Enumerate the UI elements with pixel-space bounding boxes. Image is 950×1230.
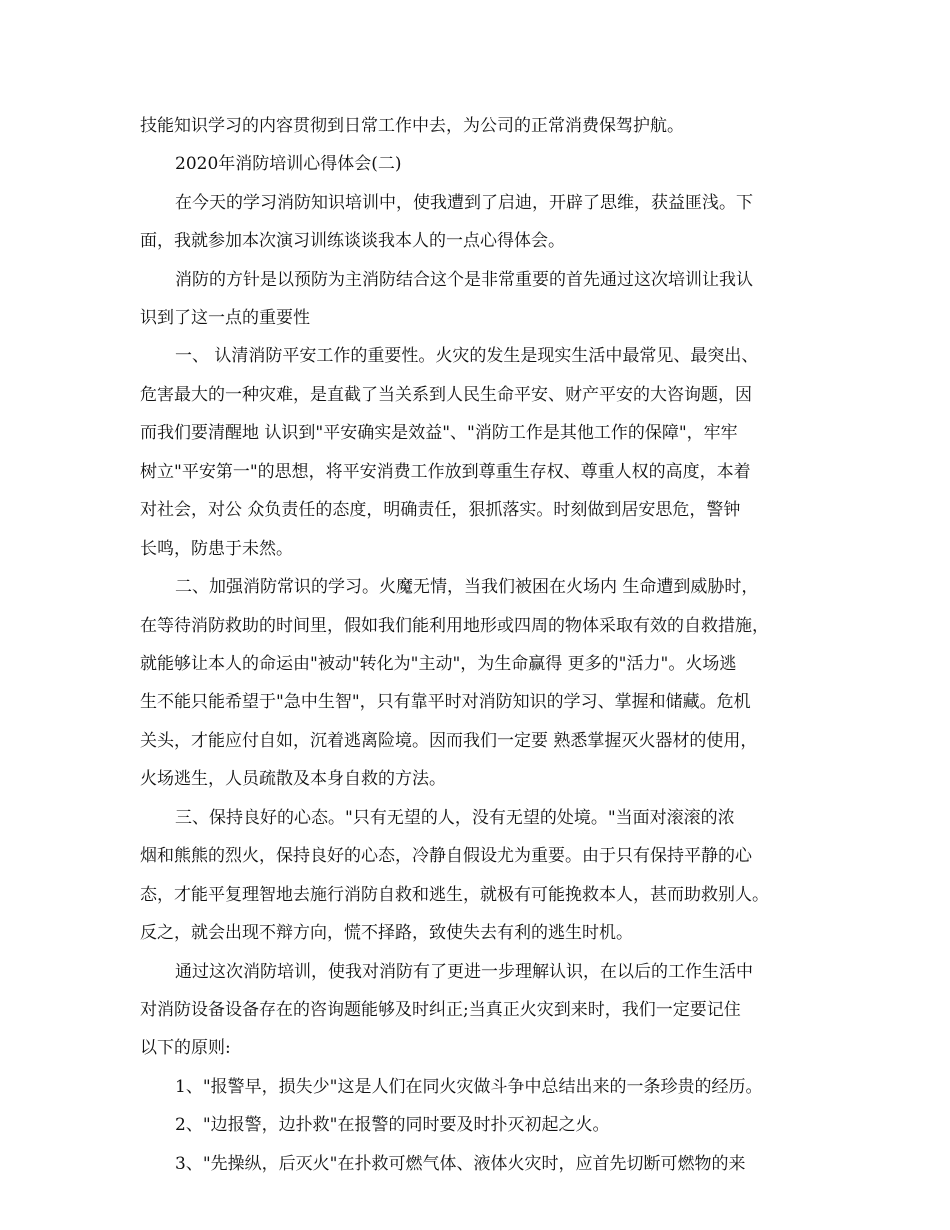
list-item: 1、"报警早，损失少"这是人们在同火灾做斗争中总结出来的一条珍贵的经历。 xyxy=(175,1077,763,1097)
text-line: 二、加强消防常识的学习。火魔无情，当我们被困在火场内 生命遭到威胁时， xyxy=(175,577,759,597)
text-line: 而我们要清醒地 认识到"平安确实是效益"、"消防工作是其他工作的保障"，牢牢 xyxy=(140,423,738,443)
text-line: 对消防设备设备存在的咨询题能够及时纠正;当真正火灾到来时，我们一定要记住 xyxy=(140,1000,741,1020)
text-line: 态，才能平复理智地去施行消防自救和逃生，就极有可能挽救本人，甚而助救别人。 xyxy=(140,885,769,905)
list-item: 2、"边报警，边扑救"在报警的同时要及时扑灭初起之火。 xyxy=(175,1115,610,1135)
text-line: 反之，就会出现不辩方向，慌不择路，致使失去有利的逃生时机。 xyxy=(140,923,633,943)
text-line: 在等待消防救助的时间里，假如我们能利用地形或四周的物体采取有效的自救措施， xyxy=(140,616,769,636)
text-line: 以下的原则: xyxy=(140,1038,231,1058)
text-line: 火场逃生，人员疏散及本身自救的方法。 xyxy=(140,769,446,789)
text-line: 烟和熊熊的烈火，保持良好的心态，冷静自假设尤为重要。由于只有保持平静的心 xyxy=(140,846,752,866)
text-line: 对社会，对公 众负责任的态度，明确责任，狠抓落实。时刻做到居安思危，警钟 xyxy=(140,500,741,520)
text-line: 生不能只能希望于"急中生智"，只有靠平时对消防知识的学习、掌握和储藏。危机 xyxy=(140,692,751,712)
text-line: 长鸣，防患于未然。 xyxy=(140,539,293,559)
text-line: 消防的方针是以预防为主消防结合这个是非常重要的首先通过这次培训让我认 xyxy=(175,270,753,290)
text-line: 一、 认清消防平安工作的重要性。火灾的发生是现实生活中最常见、最突出、 xyxy=(175,346,759,366)
text-line: 就能够让本人的命运由"被动"转化为"主动"，为生命赢得 更多的"活力"。火场逃 xyxy=(140,654,737,674)
text-line: 关头，才能应付自如，沉着逃离险境。因而我们一定要 熟悉掌握灭火器材的使用， xyxy=(140,731,758,751)
text-line: 通过这次消防培训，使我对消防有了更进一步理解认识，在以后的工作生活中 xyxy=(175,962,753,982)
text-line: 危害最大的一种灾难，是直截了当关系到人民生命平安、财产平安的大咨询题，因 xyxy=(140,385,752,405)
text-line: 识到了这一点的重要性 xyxy=(140,308,310,328)
text-line: 在今天的学习消防知识培训中，使我遭到了启迪，开辟了思维，获益匪浅。下 xyxy=(175,193,753,213)
text-line: 树立"平安第一"的思想，将平安消费工作放到尊重生存权、尊重人权的高度，本着 xyxy=(140,462,751,482)
list-item: 3、"先操纵，后灭火"在扑救可燃气体、液体火灾时，应首先切断可燃物的来 xyxy=(175,1154,746,1174)
section-title: 2020年消防培训心得体会(二) xyxy=(175,154,402,174)
text-line: 三、保持良好的心态。"只有无望的人，没有无望的处境。"当面对滚滚的浓 xyxy=(175,808,735,828)
text-line: 面，我就参加本次演习训练谈谈我本人的一点心得体会。 xyxy=(140,231,565,251)
text-line: 技能知识学习的内容贯彻到日常工作中去，为公司的正常消费保驾护航。 xyxy=(140,116,684,136)
